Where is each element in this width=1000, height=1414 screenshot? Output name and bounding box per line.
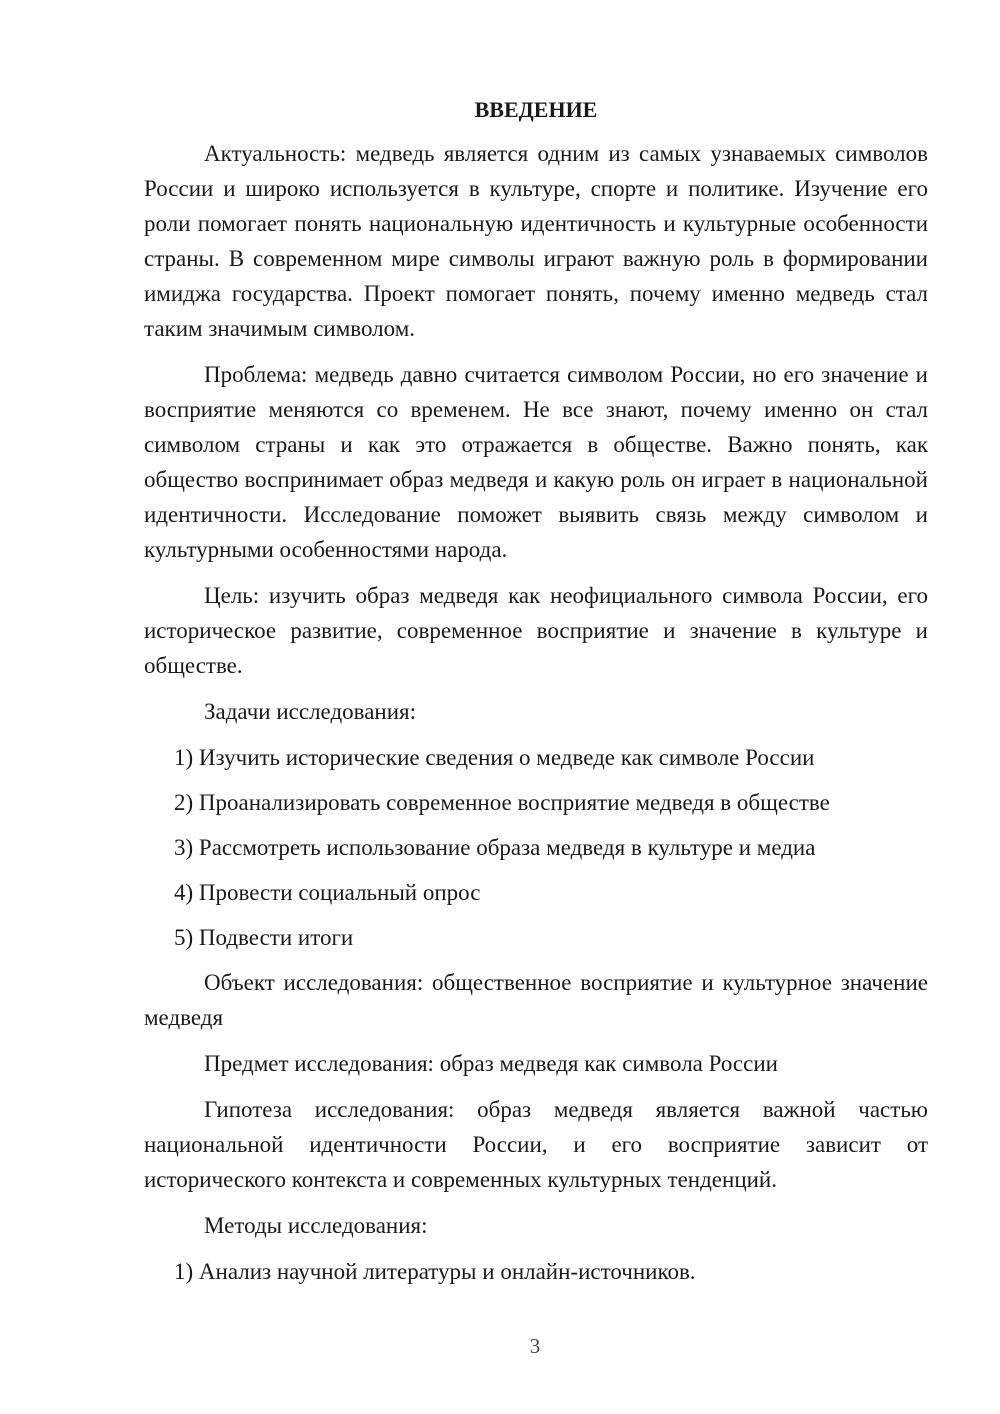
list-item: 5) Подвести итоги — [174, 925, 354, 950]
tasks-label: Задачи исследования: — [204, 699, 417, 724]
list-item: 1) Изучить исторические сведения о медведе как символе России — [174, 745, 815, 770]
page-number: 3 — [529, 1334, 541, 1358]
object-paragraph: Объект исследования: общественное восприятие и культурное значение медведя — [144, 970, 928, 1030]
list-item: 4) Провести социальный опрос — [174, 880, 481, 905]
tasks-list — [144, 740, 928, 955]
list-item: 3) Рассмотреть использование образа медведя в культуре и медиа — [174, 835, 816, 860]
document-body — [144, 94, 928, 1299]
goal-paragraph: Цель: изучить образ медведя как неофициального символа России, его историческое развитие, современное восприятие и значение в культуре и обществе. — [144, 583, 928, 678]
methods-list — [144, 1254, 928, 1289]
hypothesis-paragraph: Гипотеза исследования: образ медведя является важной частью национальной идентичности России, и его восприятие зависит от исторического контекста и современных культурных тенденций. — [144, 1097, 928, 1192]
list-item: 1) Анализ научной литературы и онлайн-источников. — [174, 1259, 696, 1284]
section-title: ВВЕДЕНИЕ — [474, 97, 598, 122]
subject-paragraph: Предмет исследования: образ медведя как символа России — [204, 1051, 778, 1076]
problem-paragraph: Проблема: медведь давно считается символом России, но его значение и восприятие меняются со временем. Не все знают, почему именно он стал символом страны и как это отражается в обществе. Важно понять, как общество воспринимает образ медведя и какую роль он играет в национальной идентичности. Исследование поможет выявить связь между символом и культурными особенностями народа. — [144, 362, 928, 562]
list-item: 2) Проанализировать современное восприятие медведя в обществе — [174, 790, 830, 815]
relevance-paragraph: Актуальность: медведь является одним из самых узнаваемых символов России и широко используется в культуре, спорте и политике. Изучение его роли помогает понять национальную идентичность и культурные особенности страны. В современном мире символы играют важную роль в формировании имиджа государства. Проект помогает понять, почему именно медведь стал таким значимым символом. — [144, 141, 928, 341]
methods-label: Методы исследования: — [204, 1213, 428, 1238]
